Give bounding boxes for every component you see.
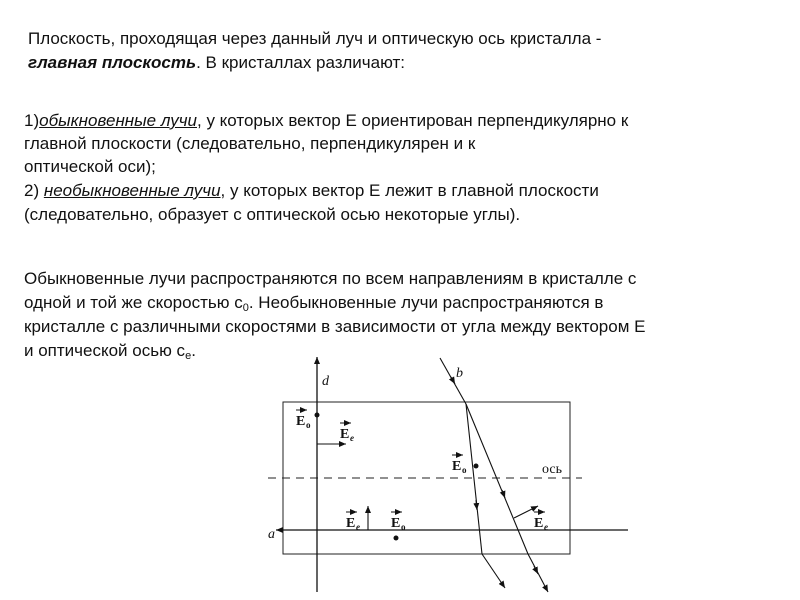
label-b: b — [456, 366, 463, 381]
para-text-3: кристалле с различными скоростями в зависимости от угла между вектором Е — [24, 317, 646, 336]
para-text-4-post: . — [191, 341, 196, 360]
vec-eo-sub-1: o — [306, 420, 311, 430]
vec-eo-label-1: E — [296, 414, 306, 429]
extraordinary-rays-term: необыкновенные лучи — [43, 181, 221, 200]
vec-eo-label-2: E — [452, 459, 462, 474]
item1-text-2: главной плоскости (следовательно, перпендикулярен и к — [24, 134, 476, 153]
vec-eo-sub-3: o — [401, 522, 406, 532]
ordinary-ray-dot — [474, 464, 479, 469]
vec-eo-dot-1 — [315, 413, 320, 418]
para-text-2-pre: одной и той же скоростью с — [24, 293, 243, 312]
vec-ee-label-2: E — [346, 516, 356, 531]
item2-text-1: , у которых вектор Е лежит в главной плоскости — [220, 181, 599, 200]
vec-ee-sub-1: e — [350, 433, 354, 443]
vec-ee-label-1: E — [340, 427, 350, 442]
intro-text-1: Плоскость, проходящая через данный луч и оптическую ось кристалла - — [28, 29, 602, 48]
vec-eo-dot-3 — [394, 536, 399, 541]
speed-subscript-e: e — [185, 350, 192, 362]
para-text-1: Обыкновенные лучи распространяются по всем направлениям в кристалле с — [24, 269, 637, 288]
vec-ee-label-3: E — [534, 516, 544, 531]
item1-text-1: , у которых вектор Е ориентирован перпендикулярно к — [197, 111, 629, 130]
para-text-4-pre: и оптической осью с — [24, 341, 186, 360]
ordinary-ray — [466, 404, 482, 554]
item1-prefix: 1) — [24, 111, 40, 130]
intro-text-2: . В кристаллах различают: — [196, 53, 405, 72]
label-d: d — [322, 374, 329, 389]
vec-ee-sub-3: e — [544, 522, 548, 532]
item2-prefix: 2) — [24, 181, 44, 200]
ordinary-ray-exit — [482, 554, 505, 588]
extraordinary-ray — [466, 404, 528, 554]
para-text-2-post: . Необыкновенные лучи распространяются в — [248, 293, 604, 312]
label-a: a — [268, 527, 275, 542]
extraordinary-ray-arrow — [502, 490, 505, 498]
item1-text-3: оптической оси); — [24, 157, 156, 176]
extraordinary-ray-exit-arrow — [534, 566, 538, 574]
vec-eo-sub-2: o — [462, 465, 467, 475]
axis-label: ось — [542, 462, 562, 477]
main-plane-term: главная плоскость — [28, 53, 197, 72]
incident-ray-arrow — [451, 377, 455, 384]
speed-subscript-0: 0 — [242, 302, 249, 314]
ordinary-rays-term: обыкновенные лучи — [39, 111, 197, 130]
item2-text-2: (следовательно, образует с оптической осью некоторые углы). — [24, 205, 521, 224]
vec-eo-label-3: E — [391, 516, 401, 531]
vec-ee-sub-2: e — [356, 522, 360, 532]
